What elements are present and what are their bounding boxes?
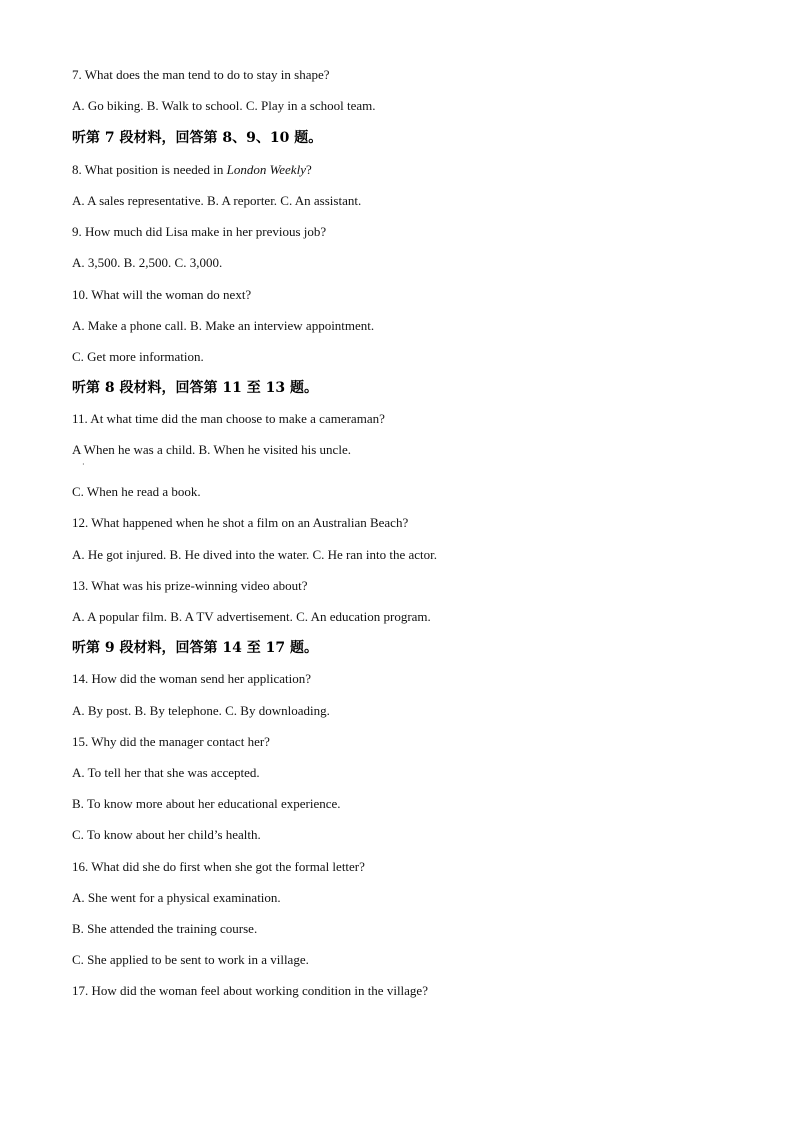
- option-15-c: C. To know about her child’s health.: [72, 827, 261, 842]
- question-8-mark: ?: [305, 162, 312, 177]
- options-8: A. A sales representative. B. A reporter. C. An assistant.: [72, 193, 362, 208]
- option-15-a: A. To tell her that she was accepted.: [72, 765, 260, 780]
- question-9: 9. How much did Lisa make in her previous job?: [72, 224, 327, 239]
- options-9: A. 3,500. B. 2,500. C. 3,000.: [72, 255, 223, 270]
- options-10-c: C. Get more information.: [72, 349, 204, 364]
- question-11: 11. At what time did the man choose to make a cameraman?: [72, 411, 385, 426]
- question-10: 10. What will the woman do next?: [72, 287, 252, 302]
- question-12: 12. What happened when he shot a film on an Australian Beach?: [72, 515, 409, 530]
- option-16-a: A. She went for a physical examination.: [72, 890, 281, 905]
- question-8-text: 8. What position is needed in: [72, 162, 227, 177]
- question-8: [72, 162, 312, 178]
- section-heading-7: 听第 7 段材料，回答第 8、9、10 题。: [72, 130, 323, 146]
- options-12: A. He got injured. B. He dived into the water. C. He ran into the actor.: [72, 547, 437, 562]
- options-11-c: C. When he read a book.: [72, 484, 201, 499]
- question-15: 15. Why did the manager contact her?: [72, 734, 270, 749]
- options-11-ab: A When he was a child. B. When he visited his uncle.: [72, 442, 351, 457]
- stray-mark: ·: [82, 460, 85, 469]
- question-8-publication: London Weekly: [226, 162, 306, 177]
- question-17: 17. How did the woman feel about working condition in the village?: [72, 983, 428, 998]
- option-16-c: C. She applied to be sent to work in a village.: [72, 952, 309, 967]
- option-16-b: B. She attended the training course.: [72, 921, 258, 936]
- options-10-ab: A. Make a phone call. B. Make an interview appointment.: [72, 318, 375, 333]
- options-13: A. A popular film. B. A TV advertisement. C. An education program.: [72, 609, 431, 624]
- section-heading-8: 听第 8 段材料，回答第 11 至 13 题。: [72, 380, 318, 396]
- question-7: 7. What does the man tend to do to stay in shape?: [72, 67, 330, 82]
- options-14: A. By post. B. By telephone. C. By downloading.: [72, 703, 330, 718]
- question-16: 16. What did she do first when she got the formal letter?: [72, 859, 365, 874]
- question-13: 13. What was his prize-winning video about?: [72, 578, 308, 593]
- option-15-b: B. To know more about her educational experience.: [72, 796, 341, 811]
- section-heading-9: 听第 9 段材料，回答第 14 至 17 题。: [72, 640, 318, 656]
- options-7: A. Go biking. B. Walk to school. C. Play in a school team.: [72, 98, 376, 113]
- question-14: 14. How did the woman send her application?: [72, 671, 311, 686]
